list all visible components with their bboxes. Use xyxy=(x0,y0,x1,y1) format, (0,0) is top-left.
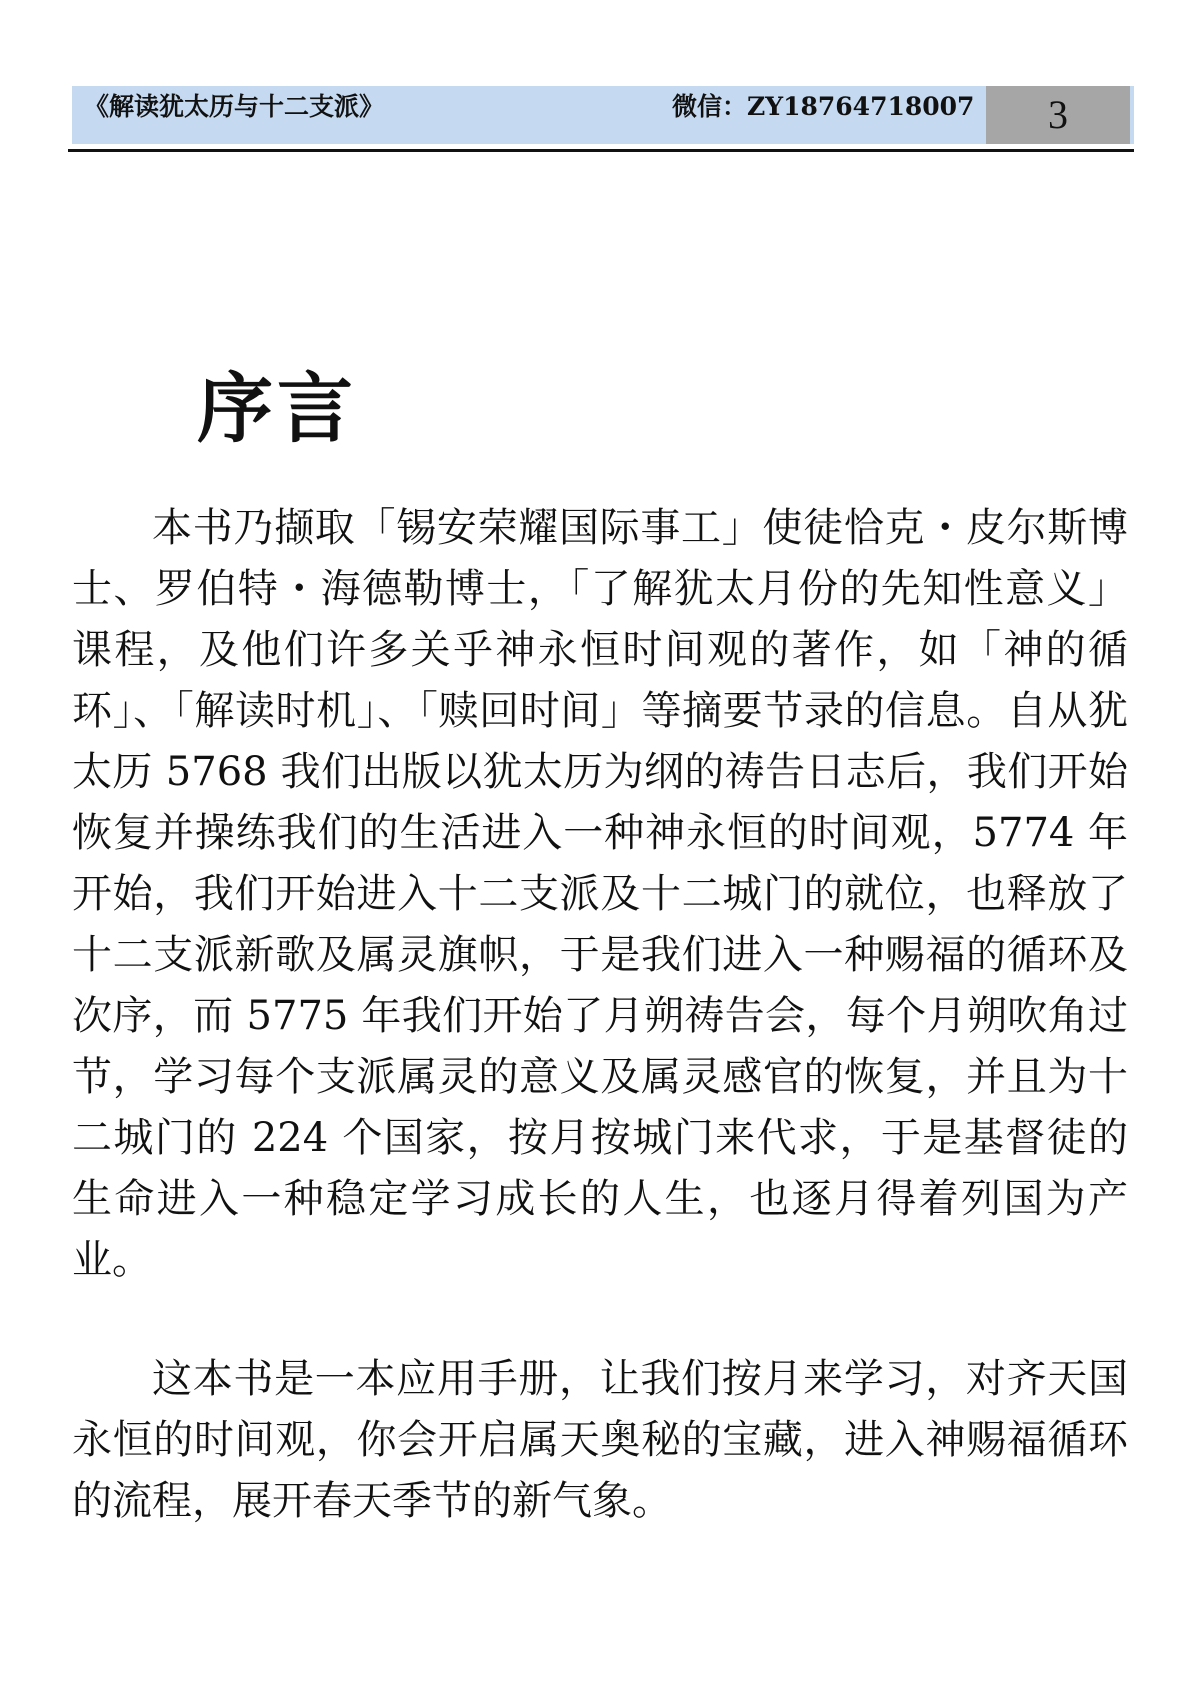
body-paragraph-2: 这本书是一本应用手册，让我们按月来学习，对齐天国永恒的时间观，你会开启属天奥秘的宝藏，进入神赐福循环的流程，展开春天季节的新气象。 xyxy=(72,1356,1128,1524)
chapter-title: 序言 xyxy=(197,363,357,453)
running-header-wechat-contact: 微信：ZY18764718007 xyxy=(672,92,975,121)
running-header-book-title: 《解读犹太历与十二支派》 xyxy=(84,92,385,121)
body-paragraph-1: 本书乃撷取「锡安荣耀国际事工」使徒恰克・皮尔斯博士、罗伯特・海德勒博士，「了解犹太月份的先知性意义」课程，及他们许多关乎神永恒时间观的著作，如「神的循环」、「解读时机」、「赎回时间」等摘要节录的信息。自从犹太历 5768 我们出版以犹太历为纲的祷告日志后，我们开始恢复并操练我们的生活进入一种神永恒的时间观，5774 年开始，我们开始进入十二支派及十二城门的就位，也释放了十二支派新歌及属灵旗帜，于是我们进入一种赐福的循环及次序，而 5775 年我们开始了月朔祷告会，每个月朔吹角过节，学习每个支派属灵的意义及属灵感官的恢复，并且为十二城门的 224 个国家，按月按城门来代求，于是基督徒的生命进入一种稳定学习成长的人生，也逐月得着列国为产业。 xyxy=(72,505,1128,1283)
page-number: 3 xyxy=(1048,92,1068,137)
header-divider-rule xyxy=(68,149,1134,152)
